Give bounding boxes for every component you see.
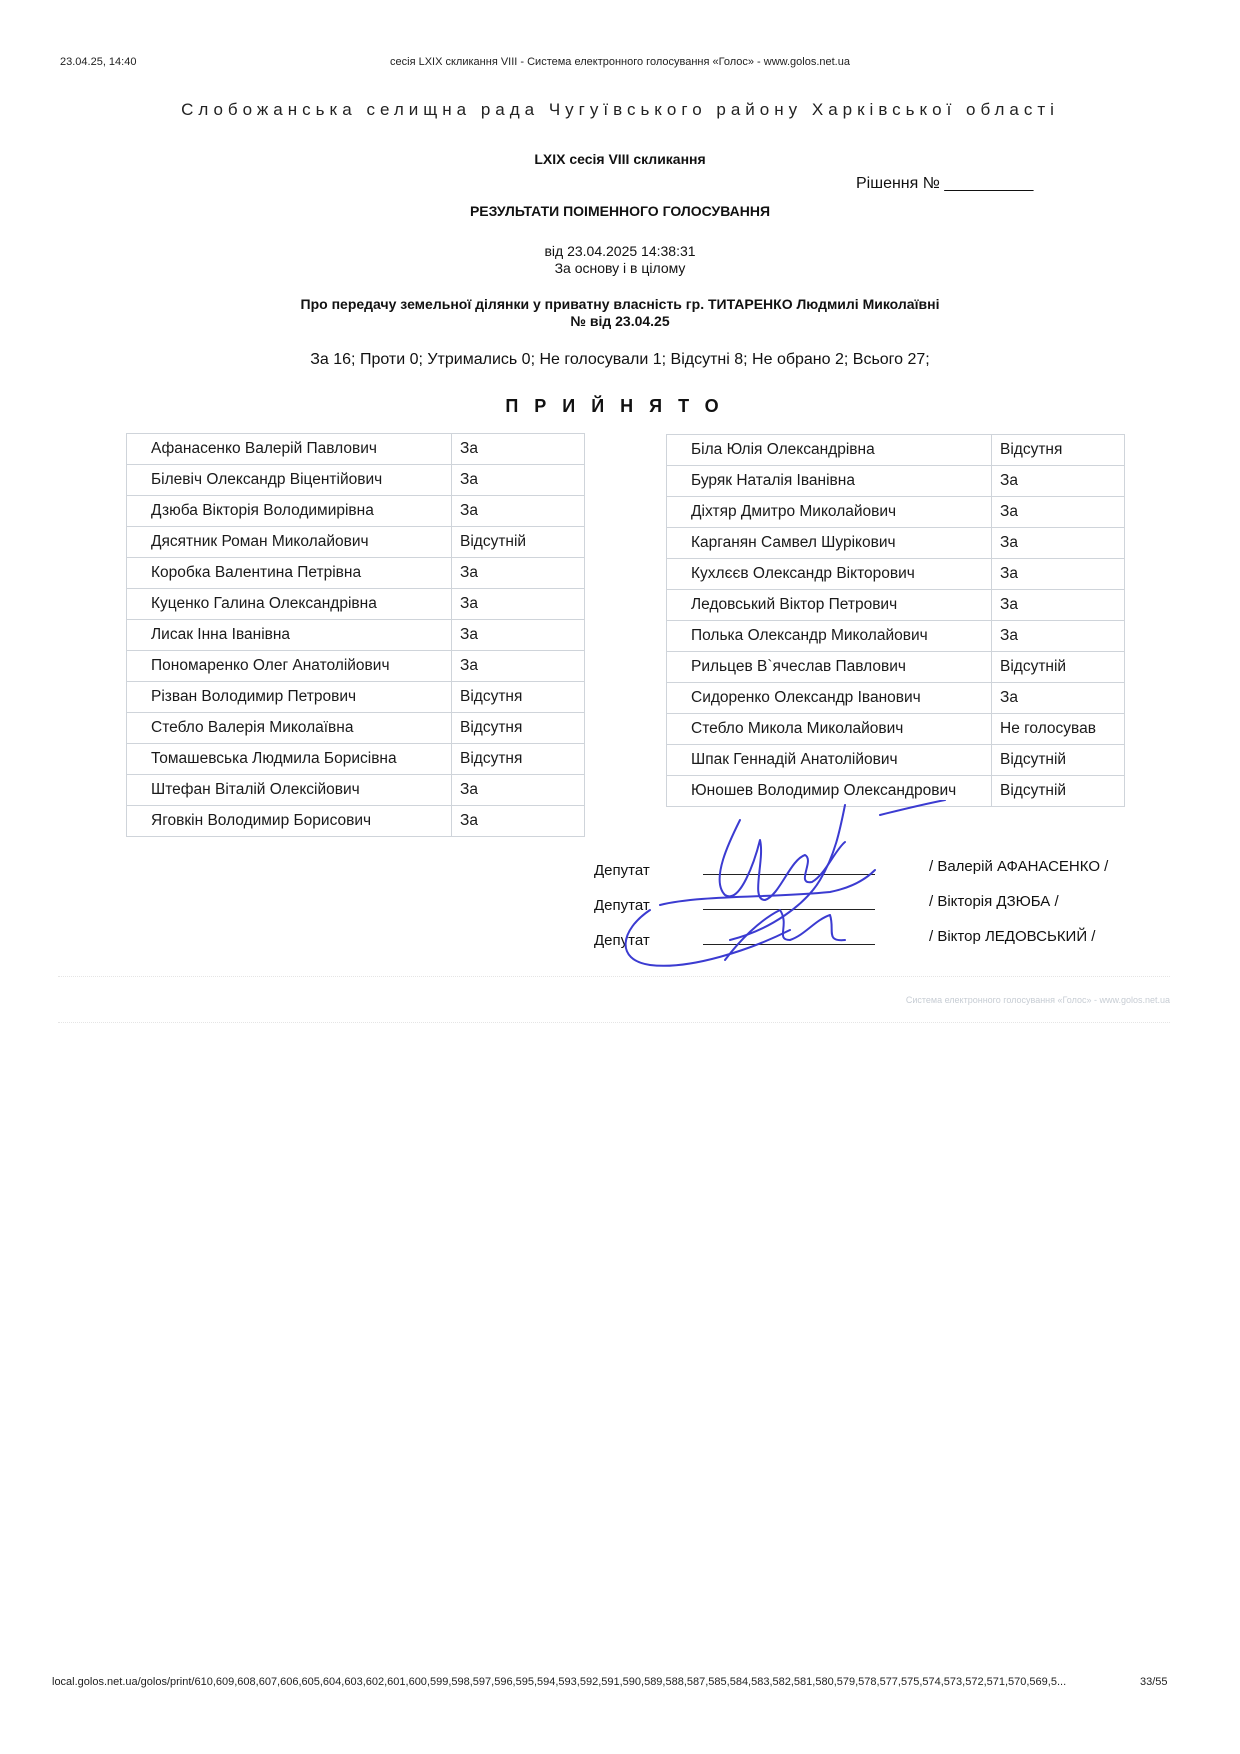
deputy-vote: За	[452, 775, 585, 806]
deputy-name: Дясятник Роман Миколайович	[127, 527, 452, 558]
deputy-vote: Не голосував	[992, 714, 1125, 745]
signatory-name: / Віктор ЛЕДОВСЬКИЙ /	[929, 928, 1096, 945]
deputy-vote: За	[452, 558, 585, 589]
signatory-name: / Валерій АФАНАСЕНКО /	[929, 858, 1109, 875]
vote-row	[127, 465, 585, 496]
deputy-name: Штефан Віталій Олексійович	[127, 775, 452, 806]
deputy-vote: Відсутній	[992, 776, 1125, 807]
deputy-vote: Відсутній	[992, 745, 1125, 776]
results-title: РЕЗУЛЬТАТИ ПОІМЕННОГО ГОЛОСУВАННЯ	[469, 203, 771, 219]
signature-stroke	[880, 800, 945, 815]
vote-row	[127, 651, 585, 682]
deputy-vote: За	[992, 497, 1125, 528]
deputy-name: Діхтяр Дмитро Миколайович	[667, 497, 992, 528]
vote-row	[127, 744, 585, 775]
deputy-name: Дзюба Вікторія Володимирівна	[127, 496, 452, 527]
signature-stroke	[720, 820, 845, 900]
page-number: 33/55	[1140, 1676, 1168, 1688]
divider	[58, 1022, 1170, 1023]
vote-row	[667, 714, 1125, 745]
vote-row	[127, 806, 585, 837]
deputy-vote: За	[992, 683, 1125, 714]
deputy-name: Коробка Валентина Петрівна	[127, 558, 452, 589]
vote-row	[127, 713, 585, 744]
deputy-vote: За	[452, 620, 585, 651]
deputy-vote: За	[452, 496, 585, 527]
vote-totals: За 16; Проти 0; Утримались 0; Не голосували 1; Відсутні 8; Не обрано 2; Всього 27;	[310, 351, 930, 368]
vote-row	[667, 528, 1125, 559]
print-datetime: 23.04.25, 14:40	[60, 56, 137, 68]
deputy-vote: За	[992, 590, 1125, 621]
vote-row	[127, 527, 585, 558]
signatory-name: / Вікторія ДЗЮБА /	[929, 893, 1059, 910]
vote-row	[667, 497, 1125, 528]
vote-row	[667, 466, 1125, 497]
vote-row	[127, 589, 585, 620]
deputy-name: Шпак Геннадій Анатолійович	[667, 745, 992, 776]
vote-row	[667, 683, 1125, 714]
deputy-name: Буряк Наталія Іванівна	[667, 466, 992, 497]
print-url: local.golos.net.ua/golos/print/610,609,608,607,606,605,604,603,602,601,600,599,598,597,596,595,594,593,592,591,590,589,588,587,585,584,583,582,581,580,579,578,577,575,574,573,572,571,570,569,5...	[52, 1676, 1067, 1688]
deputy-vote: За	[992, 621, 1125, 652]
deputy-vote: Відсутня	[452, 713, 585, 744]
deputy-name: Томашевська Людмила Борисівна	[127, 744, 452, 775]
session-title: LXIX сесія VIII скликання	[534, 151, 706, 167]
vote-row	[127, 496, 585, 527]
vote-row	[127, 558, 585, 589]
deputy-vote: За	[452, 806, 585, 837]
deputy-name: Біла Юлія Олександрівна	[667, 435, 992, 466]
system-watermark: Система електронного голосування «Голос» - www.golos.net.ua	[905, 995, 1170, 1005]
deputy-name: Білевіч Олександр Віцентійович	[127, 465, 452, 496]
signature-label: Депутат	[594, 897, 650, 914]
deputy-vote: За	[452, 651, 585, 682]
deputy-name: Афанасенко Валерій Павлович	[127, 434, 452, 465]
vote-row	[667, 435, 1125, 466]
handwritten-signatures	[590, 800, 950, 980]
deputy-vote: Відсутній	[452, 527, 585, 558]
deputy-name: Куценко Галина Олександрівна	[127, 589, 452, 620]
deputy-name: Лисак Інна Іванівна	[127, 620, 452, 651]
divider	[58, 976, 1170, 977]
vote-meta	[0, 243, 1240, 277]
deputy-vote: Відсутня	[992, 435, 1125, 466]
print-title: сесія LXIX скликання VIII - Система електронного голосування «Голос» - www.golos.net.ua	[390, 56, 850, 68]
vote-row	[667, 590, 1125, 621]
vote-row	[127, 434, 585, 465]
vote-row	[667, 559, 1125, 590]
signature-label: Депутат	[594, 862, 650, 879]
deputy-vote: За	[992, 528, 1125, 559]
vote-result: ПРИЙНЯТО	[505, 396, 735, 416]
deputy-vote: За	[452, 589, 585, 620]
signature-stroke	[725, 910, 845, 960]
deputy-name: Кухлєєв Олександр Вікторович	[667, 559, 992, 590]
deputy-vote: Відсутня	[452, 682, 585, 713]
deputy-name: Сидоренко Олександр Іванович	[667, 683, 992, 714]
subject-line-2: № від 23.04.25	[570, 313, 670, 329]
subject-line-1: Про передачу земельної ділянки у приватну власність гр. ТИТАРЕНКО Людмилі Миколаївні	[300, 296, 940, 312]
signature-label: Депутат	[594, 932, 650, 949]
vote-row	[127, 682, 585, 713]
vote-type: За основу і в цілому	[554, 260, 686, 276]
deputy-vote: За	[452, 434, 585, 465]
deputy-name: Стебло Микола Миколайович	[667, 714, 992, 745]
deputy-name: Ледовський Віктор Петрович	[667, 590, 992, 621]
vote-row	[127, 775, 585, 806]
deputy-name: Рильцев В`ячеслав Павлович	[667, 652, 992, 683]
decision-number: Рішення № __________	[856, 175, 1034, 192]
deputy-vote: За	[992, 466, 1125, 497]
vote-row	[667, 621, 1125, 652]
deputy-name: Стебло Валерія Миколаївна	[127, 713, 452, 744]
votes-table-right	[666, 434, 1125, 807]
deputy-name: Пономаренко Олег Анатолійович	[127, 651, 452, 682]
deputy-vote: За	[992, 559, 1125, 590]
vote-row	[667, 745, 1125, 776]
deputy-vote: Відсутня	[452, 744, 585, 775]
deputy-name: Полька Олександр Миколайович	[667, 621, 992, 652]
deputy-name: Яговкін Володимир Борисович	[127, 806, 452, 837]
votes-table-left	[126, 433, 585, 837]
vote-row	[127, 620, 585, 651]
deputy-name: Юношев Володимир Олександрович	[667, 776, 992, 807]
vote-row	[667, 652, 1125, 683]
deputy-name: Карганян Самвел Шурікович	[667, 528, 992, 559]
deputy-vote: За	[452, 465, 585, 496]
vote-subject	[0, 296, 1240, 330]
vote-datetime: від 23.04.2025 14:38:31	[544, 243, 696, 259]
deputy-name: Різван Володимир Петрович	[127, 682, 452, 713]
council-name: Слобожанська селищна рада Чугуївського району Харківської області	[181, 100, 1059, 119]
deputy-vote: Відсутній	[992, 652, 1125, 683]
